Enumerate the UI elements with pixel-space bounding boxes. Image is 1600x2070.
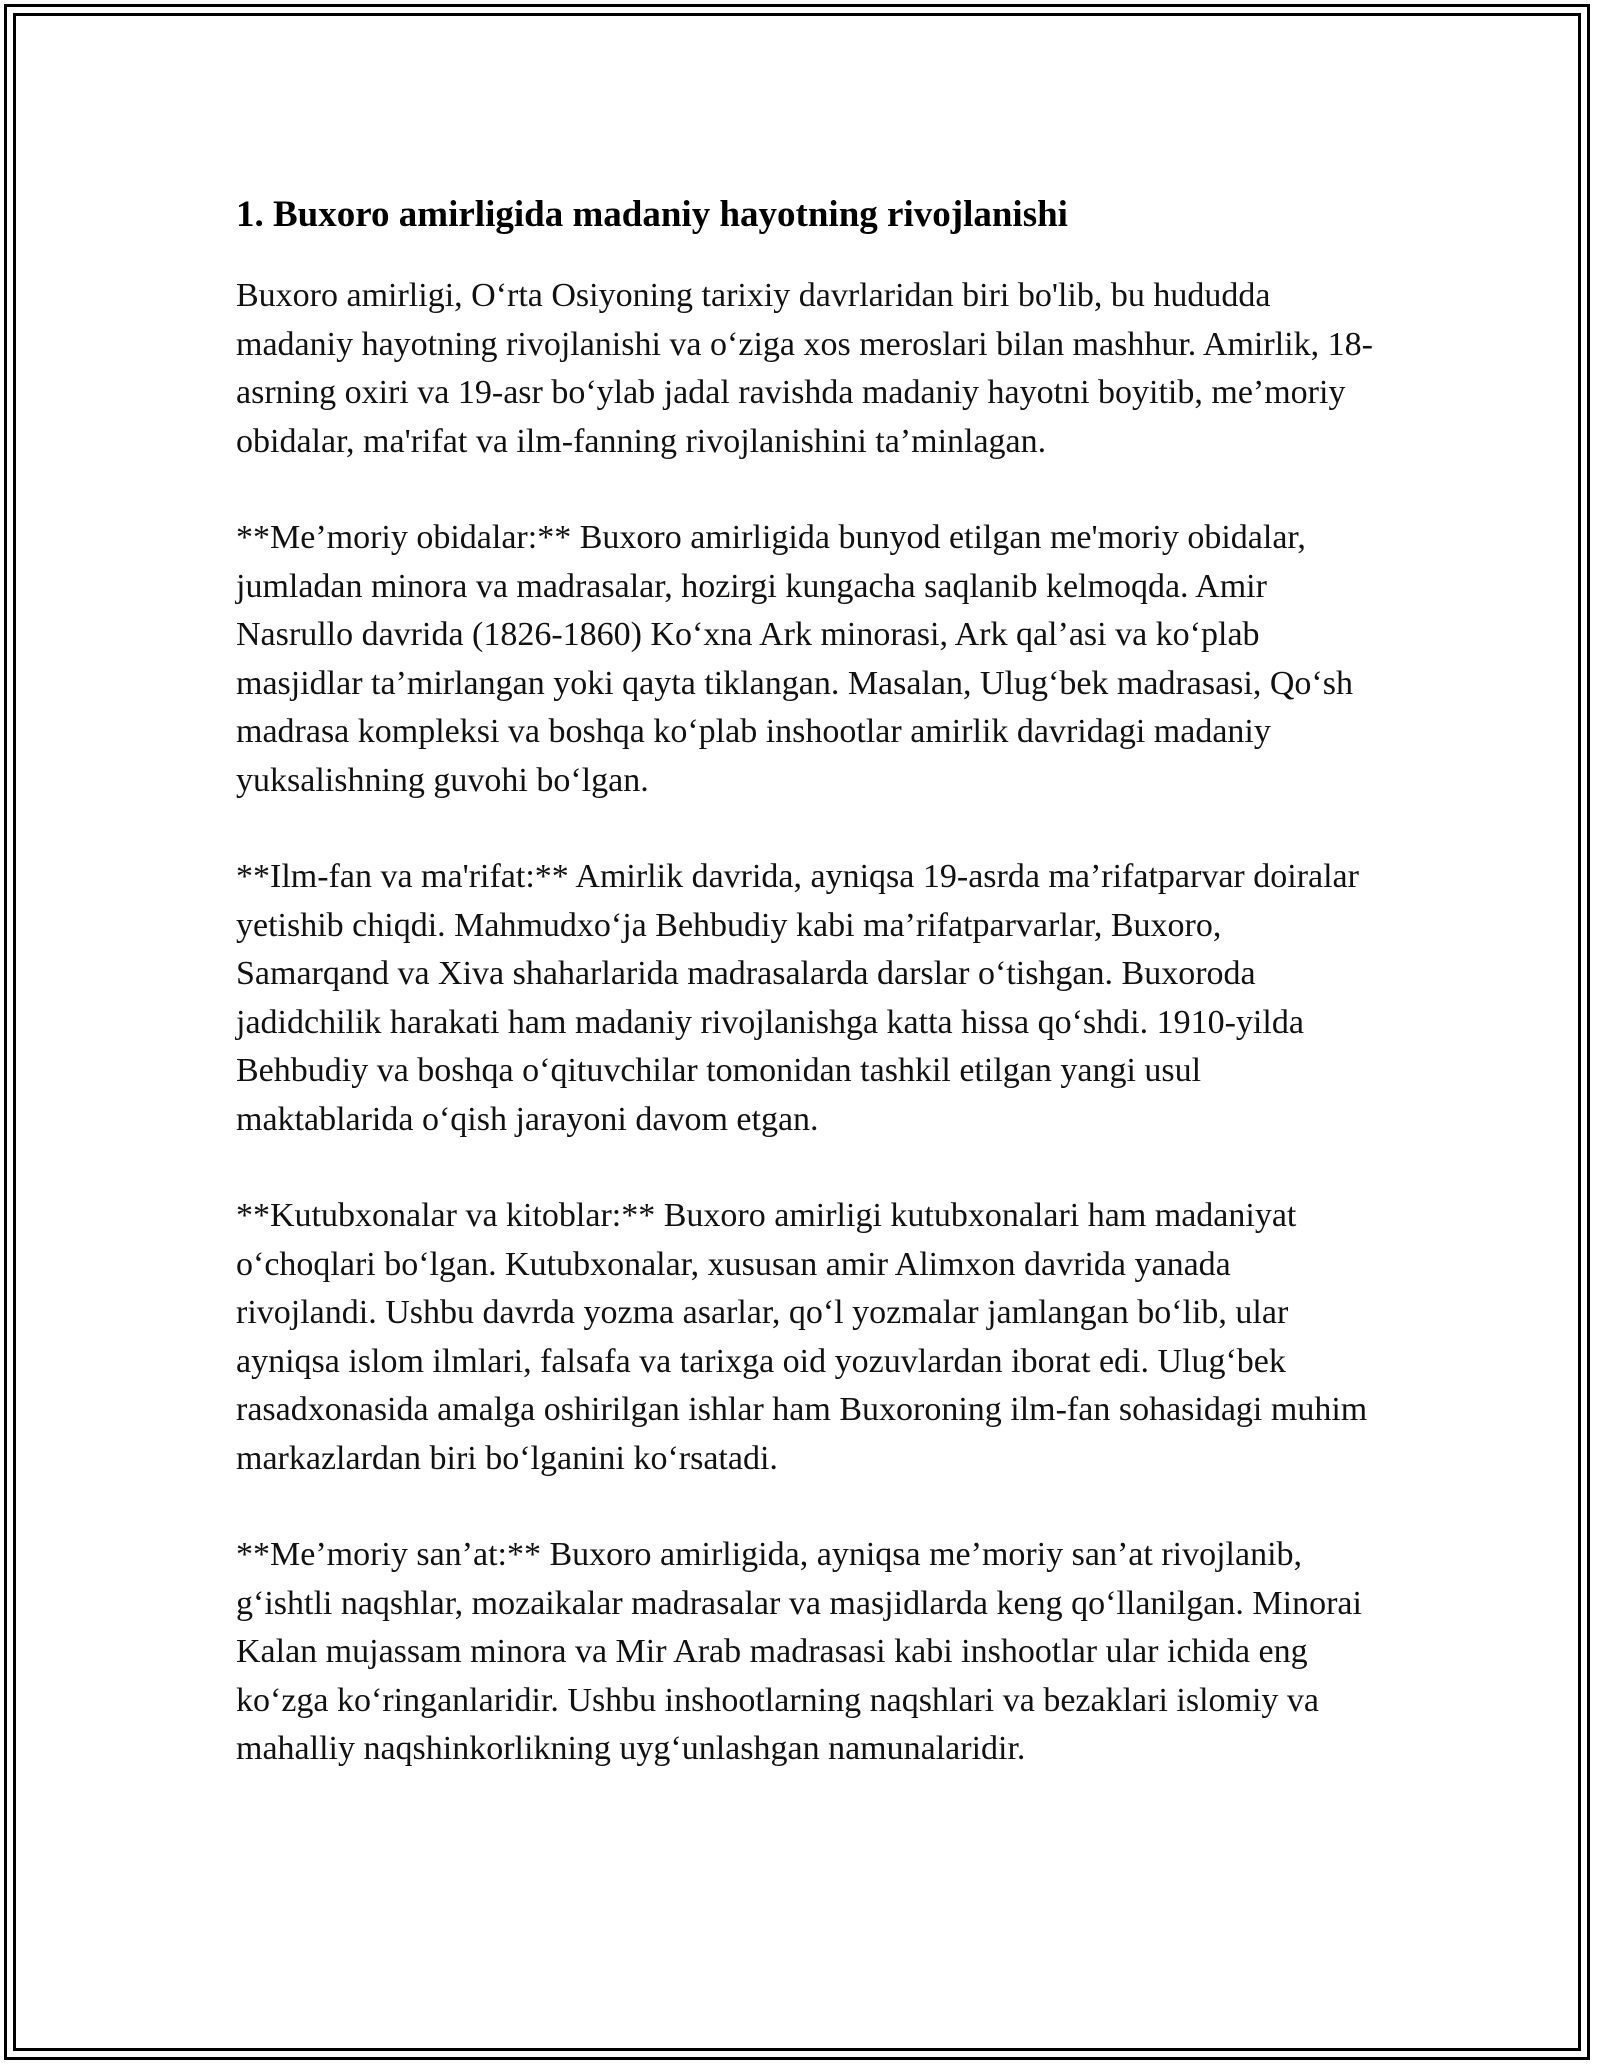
paragraph-libraries-books: **Kutubxonalar va kitoblar:** Buxoro amirligi kutubxonalari ham madaniyat o‘choqlari bo‘lgan. Kutubxonalar, xususan amir Alimxon davrida yanada rivojlandi. Ushbu davrda yozma asarlar, qo‘l yozmalar jamlangan bo‘lib, ular ayniqsa islom ilmlari, falsafa va tarixga oid yozuvlardan iborat edi. Ulug‘bek rasadxonasida amalga oshirilgan ishlar ham Buxoroning ilm-fan sohasidagi muhim markazlardan biri bo‘lganini ko‘rsatadi. (236, 1197, 1368, 1477)
paragraph-intro: Buxoro amirligi, O‘rta Osiyoning tarixiy davrlaridan biri bo'lib, bu hududda madaniy hayotning rivojlanishi va o‘ziga xos meroslari bilan mashhur. Amirlik, 18-asrning oxiri va 19-asr bo‘ylab jadal ravishda madaniy hayotni boyitib, me’moriy obidalar, ma'rifat va ilm-fanning rivojlanishini ta’minlagan. (236, 277, 1373, 460)
paragraph-architecture-monuments: **Me’moriy obidalar:** Buxoro amirligida bunyod etilgan me'moriy obidalar, jumladan minora va madrasalar, hozirgi kungacha saqlanib kelmoqda. Amir Nasrullo davrida (1826-1860) Ko‘xna Ark minorasi, Ark qal’asi va ko‘plab masjidlar ta’mirlangan yoki qayta tiklangan. Masalan, Ulug‘bek madrasasi, Qo‘sh madrasa kompleksi va boshqa ko‘plab inshootlar amirlik davridagi madaniy yuksalishning guvohi bo‘lgan. (236, 519, 1353, 799)
document-body (236, 186, 1376, 1822)
document-title: 1. Buxoro amirligida madaniy hayotning rivojlanishi (236, 194, 1068, 235)
paragraph-science-enlightenment: **Ilm-fan va ma'rifat:** Amirlik davrida, ayniqsa 19-asrda ma’rifatparvar doiralar yetishib chiqdi. Mahmudxo‘ja Behbudiy kabi ma’rifatparvarlar, Buxoro, Samarqand va Xiva shaharlarida madrasalarda darslar o‘tishgan. Buxoroda jadidchilik harakati ham madaniy rivojlanishga katta hissa qo‘shdi. 1910-yilda Behbudiy va boshqa o‘qituvchilar tomonidan tashkil etilgan yangi usul maktablarida o‘qish jarayoni davom etgan. (236, 858, 1359, 1138)
paragraph-architectural-art: **Me’moriy san’at:** Buxoro amirligida, ayniqsa me’moriy san’at rivojlanib, g‘ishtli naqshlar, mozaikalar madrasalar va masjidlarda keng qo‘llanilgan. Minorai Kalan mujassam minora va Mir Arab madrasasi kabi inshootlar ular ichida eng ko‘zga ko‘ringanlaridir. Ushbu inshootlarning naqshlari va bezaklari islomiy va mahalliy naqshinkorlikning uyg‘unlashgan namunalaridir. (236, 1536, 1362, 1767)
